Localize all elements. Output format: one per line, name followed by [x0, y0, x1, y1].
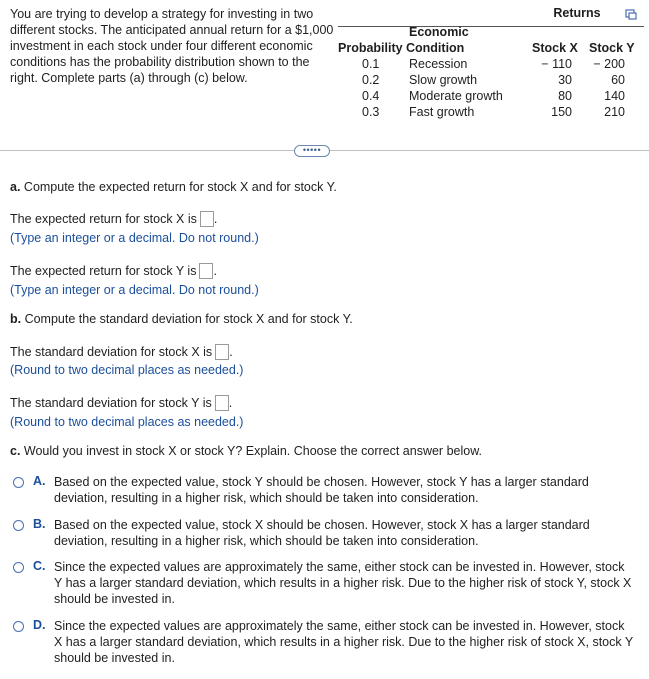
table-row-probability: 0.2 — [362, 73, 380, 87]
probability-header: Probability — [338, 41, 403, 55]
table-row-stock-x: 80 — [558, 89, 572, 103]
part-c-letter: c. — [10, 444, 21, 458]
expected-return-x-hint: (Type an integer or a decimal. Do not round.) — [10, 231, 259, 245]
std-dev-y-label: The standard deviation for stock Y is — [10, 396, 212, 410]
std-dev-y-question — [10, 395, 232, 411]
table-row-stock-y: − 200 — [593, 57, 625, 71]
option-c-radio[interactable] — [13, 562, 24, 573]
std-dev-y-input[interactable] — [215, 395, 229, 411]
std-dev-x-input[interactable] — [215, 344, 229, 360]
std-dev-x-hint: (Round to two decimal places as needed.) — [10, 363, 244, 377]
option-d-radio[interactable] — [13, 621, 24, 632]
expected-return-x-input[interactable] — [200, 211, 214, 227]
option-b-text[interactable]: Based on the expected value, stock X should be chosen. However, stock X has a larger standard deviation, resulting in a higher risk, which should be taken into consideration. — [54, 518, 590, 548]
table-row-condition: Moderate growth — [409, 89, 503, 103]
sentence-period: . — [229, 345, 233, 359]
expand-button[interactable]: ••••• — [294, 145, 330, 157]
part-a-text: Compute the expected return for stock X and for stock Y. — [20, 180, 337, 194]
option-a-radio[interactable] — [13, 477, 24, 488]
option-a-text[interactable]: Based on the expected value, stock Y should be chosen. However, stock Y has a larger standard deviation, resulting in a higher risk, which should be taken into consideration. — [54, 475, 589, 505]
expected-return-x-label: The expected return for stock X is — [10, 212, 197, 226]
part-c-title — [10, 444, 482, 459]
stock-x-header: Stock X — [532, 41, 578, 55]
option-b-radio[interactable] — [13, 520, 24, 531]
table-row-condition: Recession — [409, 57, 468, 71]
table-row-stock-x: − 110 — [541, 57, 572, 71]
table-row-stock-y: 140 — [604, 89, 625, 103]
table-row-probability: 0.3 — [362, 105, 380, 119]
part-b-text: Compute the standard deviation for stock X and for stock Y. — [21, 312, 353, 326]
part-a-title — [10, 180, 337, 195]
table-row-probability: 0.1 — [362, 57, 380, 71]
returns-header: Returns — [553, 6, 601, 20]
part-b-letter: b. — [10, 312, 22, 326]
table-row-stock-x: 150 — [551, 105, 572, 119]
table-row-stock-y: 60 — [611, 73, 625, 87]
expected-return-y-question — [10, 263, 217, 279]
sentence-period: . — [213, 212, 218, 226]
std-dev-y-hint: (Round to two decimal places as needed.) — [10, 415, 244, 429]
table-row-condition: Fast growth — [409, 105, 475, 119]
sentence-period: . — [228, 396, 233, 410]
economic-header: Economic — [409, 25, 469, 39]
expected-return-x-question — [10, 211, 217, 227]
copy-table-icon[interactable] — [625, 8, 637, 20]
option-a-letter: A. — [33, 474, 46, 488]
option-c-text[interactable]: Since the expected values are approximately the same, either stock can be invested in. However, stock Y has a larger standard deviation, which results in a higher risk. Due to the higher risk of stock Y, stock X should be invested in. — [54, 560, 632, 606]
part-b-title — [10, 312, 353, 327]
expected-return-y-label: The expected return for stock Y is — [10, 264, 197, 278]
part-c-text: Would you invest in stock X or stock Y? Explain. Choose the correct answer below. — [20, 444, 483, 458]
table-row-stock-x: 30 — [558, 73, 572, 87]
std-dev-x-question — [10, 344, 233, 360]
option-d-text[interactable]: Since the expected values are approximately the same, either stock can be invested in. However, stock X has a larger standard deviation, which results in a higher risk. Due to the higher risk of stock X, stock Y should be invested in. — [54, 619, 633, 665]
table-row-stock-y: 210 — [604, 105, 625, 119]
part-a-letter: a. — [10, 180, 21, 194]
expected-return-y-hint: (Type an integer or a decimal. Do not round.) — [10, 283, 259, 297]
condition-header: Condition — [406, 41, 465, 55]
problem-statement: You are trying to develop a strategy for investing in two different stocks. The anticipated annual return for a $1,000 investment in each stock under four different economic conditions has the probability distribution shown to the right. Complete parts (a) through (c) below. — [10, 7, 334, 85]
option-d-letter: D. — [33, 618, 46, 632]
option-c-letter: C. — [33, 559, 46, 573]
table-row-condition: Slow growth — [409, 73, 478, 87]
std-dev-x-label: The standard deviation for stock X is — [10, 345, 213, 359]
option-b-letter: B. — [33, 517, 46, 531]
sentence-period: . — [213, 264, 217, 278]
expected-return-y-input[interactable] — [199, 263, 213, 279]
stock-y-header: Stock Y — [589, 41, 635, 55]
table-row-probability: 0.4 — [362, 89, 380, 103]
table-header-rule — [338, 26, 644, 27]
